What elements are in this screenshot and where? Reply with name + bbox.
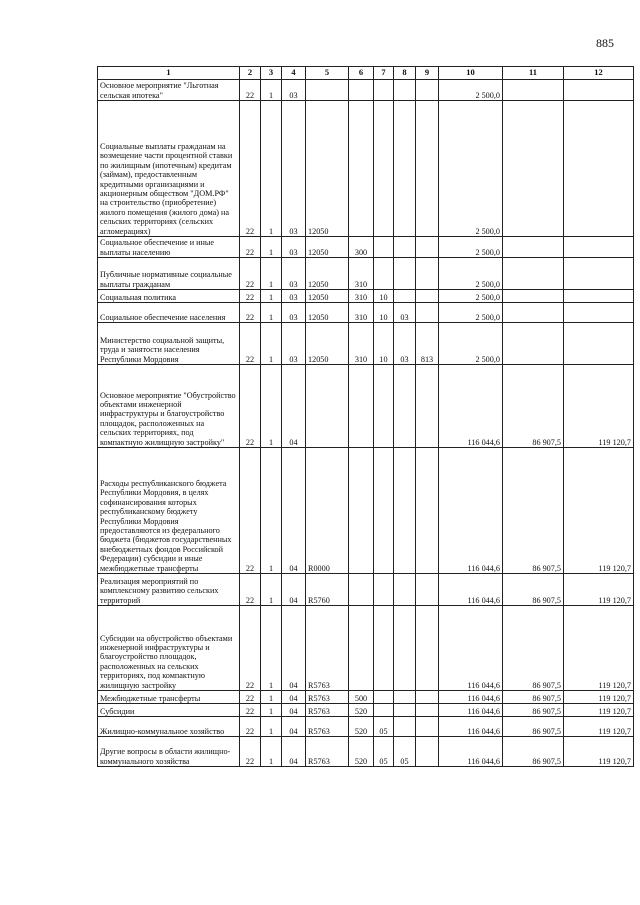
col9-cell <box>416 290 439 303</box>
col11-amount-cell: 86 907,5 <box>503 737 564 767</box>
col12-amount-cell: 119 120,7 <box>564 574 634 606</box>
col11-amount-cell <box>503 290 564 303</box>
row-name-cell: Субсидии <box>98 704 240 717</box>
col5-cell: R5763 <box>306 606 349 691</box>
col8-cell <box>394 237 416 258</box>
col3-cell: 1 <box>261 101 282 237</box>
col9-cell <box>416 574 439 606</box>
col4-cell: 04 <box>282 606 306 691</box>
col11-amount-cell: 86 907,5 <box>503 606 564 691</box>
col7-cell <box>374 574 394 606</box>
col7-cell: 05 <box>374 717 394 737</box>
col6-cell <box>349 80 374 101</box>
col8-cell <box>394 101 416 237</box>
col10-amount-cell: 116 044,6 <box>439 606 503 691</box>
col4-cell: 03 <box>282 290 306 303</box>
col8-cell <box>394 691 416 704</box>
col12-amount-cell <box>564 258 634 290</box>
col3-cell: 1 <box>261 606 282 691</box>
col4-cell: 03 <box>282 237 306 258</box>
col4-cell: 04 <box>282 691 306 704</box>
col7-cell <box>374 704 394 717</box>
column-header: 7 <box>374 67 394 80</box>
col2-cell: 22 <box>240 258 261 290</box>
table-row <box>98 691 634 704</box>
col6-cell: 520 <box>349 704 374 717</box>
col7-cell <box>374 258 394 290</box>
col4-cell: 04 <box>282 737 306 767</box>
col9-cell <box>416 448 439 574</box>
row-name-cell: Социальные выплаты гражданам на возмещение части процентной ставки по жилищным (ипотечным) кредитам (займам), предоставленным кредитными организациями и акционерным обществом "ДОМ.РФ" на строительство (приобретение) жилого помещения (жилого дома) на сельских территориях (сельских агломерациях) <box>98 101 240 237</box>
col5-cell <box>306 80 349 101</box>
col6-cell: 310 <box>349 290 374 303</box>
table-row <box>98 574 634 606</box>
row-name-cell: Министерство социальной защиты, труда и занятости населения Республики Мордовия <box>98 323 240 365</box>
col12-amount-cell <box>564 323 634 365</box>
column-header: 5 <box>306 67 349 80</box>
col4-cell: 03 <box>282 80 306 101</box>
col7-cell: 10 <box>374 303 394 323</box>
col12-amount-cell: 119 120,7 <box>564 365 634 448</box>
col9-cell <box>416 717 439 737</box>
col10-amount-cell: 116 044,6 <box>439 737 503 767</box>
col5-cell: R5763 <box>306 717 349 737</box>
col10-amount-cell: 116 044,6 <box>439 574 503 606</box>
col4-cell: 04 <box>282 717 306 737</box>
col11-amount-cell: 86 907,5 <box>503 717 564 737</box>
col3-cell: 1 <box>261 704 282 717</box>
col12-amount-cell: 119 120,7 <box>564 704 634 717</box>
row-name-cell: Межбюджетные трансферты <box>98 691 240 704</box>
col11-amount-cell: 86 907,5 <box>503 574 564 606</box>
col4-cell: 03 <box>282 323 306 365</box>
table-row <box>98 303 634 323</box>
col3-cell: 1 <box>261 448 282 574</box>
col4-cell: 03 <box>282 258 306 290</box>
row-name-cell: Другие вопросы в области жилищно-коммунального хозяйства <box>98 737 240 767</box>
col5-cell: 12050 <box>306 323 349 365</box>
col11-amount-cell <box>503 258 564 290</box>
col2-cell: 22 <box>240 237 261 258</box>
col7-cell <box>374 365 394 448</box>
col9-cell <box>416 704 439 717</box>
col3-cell: 1 <box>261 290 282 303</box>
col9-cell <box>416 691 439 704</box>
column-header: 3 <box>261 67 282 80</box>
col12-amount-cell: 119 120,7 <box>564 717 634 737</box>
col4-cell: 04 <box>282 704 306 717</box>
col8-cell <box>394 448 416 574</box>
col6-cell: 520 <box>349 717 374 737</box>
col6-cell: 310 <box>349 323 374 365</box>
col10-amount-cell: 116 044,6 <box>439 717 503 737</box>
column-header: 12 <box>564 67 634 80</box>
col5-cell: R5763 <box>306 704 349 717</box>
col7-cell <box>374 606 394 691</box>
budget-table <box>97 66 634 767</box>
col12-amount-cell <box>564 303 634 323</box>
table-row <box>98 80 634 101</box>
row-name-cell: Реализация мероприятий по комплексному развитию сельских территорий <box>98 574 240 606</box>
table-row <box>98 237 634 258</box>
col9-cell <box>416 101 439 237</box>
col3-cell: 1 <box>261 303 282 323</box>
col11-amount-cell <box>503 237 564 258</box>
col2-cell: 22 <box>240 574 261 606</box>
row-name-cell: Жилищно-коммунальное хозяйство <box>98 717 240 737</box>
table-row <box>98 704 634 717</box>
col11-amount-cell <box>503 323 564 365</box>
table-row <box>98 606 634 691</box>
col7-cell: 05 <box>374 737 394 767</box>
col9-cell <box>416 303 439 323</box>
col12-amount-cell <box>564 80 634 101</box>
col12-amount-cell: 119 120,7 <box>564 691 634 704</box>
col4-cell: 03 <box>282 101 306 237</box>
col5-cell: 12050 <box>306 258 349 290</box>
col9-cell <box>416 365 439 448</box>
col6-cell <box>349 101 374 237</box>
col6-cell <box>349 606 374 691</box>
col2-cell: 22 <box>240 691 261 704</box>
col5-cell: 12050 <box>306 101 349 237</box>
col6-cell: 310 <box>349 258 374 290</box>
col5-cell: R5763 <box>306 737 349 767</box>
col6-cell <box>349 574 374 606</box>
col7-cell: 10 <box>374 290 394 303</box>
col10-amount-cell: 116 044,6 <box>439 704 503 717</box>
col2-cell: 22 <box>240 323 261 365</box>
row-name-cell: Расходы республиканского бюджета Республики Мордовия, в целях софинансирования которых республиканскому бюджету Республики Мордовия предоставляются из федерального бюджета (бюджетов государственных внебюджетных фондов Российской Федерации) субсидии и иные межбюджетные трансферты <box>98 448 240 574</box>
col8-cell <box>394 574 416 606</box>
col8-cell <box>394 365 416 448</box>
col6-cell: 500 <box>349 691 374 704</box>
col5-cell: R0000 <box>306 448 349 574</box>
col4-cell: 04 <box>282 365 306 448</box>
col7-cell <box>374 691 394 704</box>
row-name-cell: Социальная политика <box>98 290 240 303</box>
col5-cell: 12050 <box>306 303 349 323</box>
col12-amount-cell <box>564 237 634 258</box>
col11-amount-cell <box>503 80 564 101</box>
col8-cell: 03 <box>394 303 416 323</box>
col7-cell <box>374 448 394 574</box>
col10-amount-cell: 116 044,6 <box>439 448 503 574</box>
col12-amount-cell: 119 120,7 <box>564 448 634 574</box>
col12-amount-cell <box>564 101 634 237</box>
col2-cell: 22 <box>240 704 261 717</box>
col3-cell: 1 <box>261 323 282 365</box>
table-row <box>98 101 634 237</box>
col6-cell <box>349 365 374 448</box>
row-name-cell: Основное мероприятие "Льготная сельская ипотека" <box>98 80 240 101</box>
table-header-row <box>98 67 634 80</box>
col8-cell <box>394 258 416 290</box>
page-number: 885 <box>596 36 614 50</box>
col11-amount-cell: 86 907,5 <box>503 365 564 448</box>
col11-amount-cell: 86 907,5 <box>503 448 564 574</box>
col9-cell <box>416 258 439 290</box>
col9-cell <box>416 737 439 767</box>
column-header: 10 <box>439 67 503 80</box>
col5-cell: R5760 <box>306 574 349 606</box>
col8-cell <box>394 606 416 691</box>
column-header: 6 <box>349 67 374 80</box>
column-header: 8 <box>394 67 416 80</box>
col10-amount-cell: 2 500,0 <box>439 80 503 101</box>
col8-cell: 05 <box>394 737 416 767</box>
col11-amount-cell: 86 907,5 <box>503 691 564 704</box>
column-header: 2 <box>240 67 261 80</box>
col11-amount-cell: 86 907,5 <box>503 704 564 717</box>
row-name-cell: Субсидии на обустройство объектами инженерной инфраструктуры и благоустройство площадок, расположенных на сельских территориях, под компактную жилищную застройку <box>98 606 240 691</box>
col11-amount-cell <box>503 101 564 237</box>
col9-cell <box>416 237 439 258</box>
col10-amount-cell: 116 044,6 <box>439 691 503 704</box>
col9-cell <box>416 606 439 691</box>
col2-cell: 22 <box>240 365 261 448</box>
table-row <box>98 737 634 767</box>
column-header: 11 <box>503 67 564 80</box>
col11-amount-cell <box>503 303 564 323</box>
col4-cell: 04 <box>282 448 306 574</box>
col7-cell <box>374 80 394 101</box>
col8-cell <box>394 704 416 717</box>
col3-cell: 1 <box>261 574 282 606</box>
table-row <box>98 717 634 737</box>
col2-cell: 22 <box>240 290 261 303</box>
col7-cell <box>374 101 394 237</box>
col4-cell: 04 <box>282 574 306 606</box>
col2-cell: 22 <box>240 448 261 574</box>
column-header: 4 <box>282 67 306 80</box>
col3-cell: 1 <box>261 717 282 737</box>
col3-cell: 1 <box>261 737 282 767</box>
col2-cell: 22 <box>240 101 261 237</box>
col3-cell: 1 <box>261 365 282 448</box>
col8-cell <box>394 290 416 303</box>
col9-cell: 813 <box>416 323 439 365</box>
col10-amount-cell: 2 500,0 <box>439 258 503 290</box>
col2-cell: 22 <box>240 717 261 737</box>
col10-amount-cell: 2 500,0 <box>439 323 503 365</box>
col5-cell: R5763 <box>306 691 349 704</box>
col12-amount-cell: 119 120,7 <box>564 737 634 767</box>
row-name-cell: Социальное обеспечение и иные выплаты населению <box>98 237 240 258</box>
column-header: 9 <box>416 67 439 80</box>
col7-cell: 10 <box>374 323 394 365</box>
col12-amount-cell <box>564 290 634 303</box>
col6-cell: 300 <box>349 237 374 258</box>
col8-cell: 03 <box>394 323 416 365</box>
col2-cell: 22 <box>240 606 261 691</box>
col2-cell: 22 <box>240 737 261 767</box>
col3-cell: 1 <box>261 258 282 290</box>
col12-amount-cell: 119 120,7 <box>564 606 634 691</box>
col3-cell: 1 <box>261 80 282 101</box>
col8-cell <box>394 717 416 737</box>
table-row <box>98 323 634 365</box>
col5-cell <box>306 365 349 448</box>
col6-cell <box>349 448 374 574</box>
col9-cell <box>416 80 439 101</box>
col10-amount-cell: 2 500,0 <box>439 290 503 303</box>
row-name-cell: Публичные нормативные социальные выплаты гражданам <box>98 258 240 290</box>
row-name-cell: Основное мероприятие "Обустройство объектами инженерной инфраструктуры и благоустройство площадок, расположенных на сельских территориях, под компактную жилищную застройку" <box>98 365 240 448</box>
col6-cell: 520 <box>349 737 374 767</box>
col6-cell: 310 <box>349 303 374 323</box>
col3-cell: 1 <box>261 237 282 258</box>
table-row <box>98 448 634 574</box>
col8-cell <box>394 80 416 101</box>
col3-cell: 1 <box>261 691 282 704</box>
col2-cell: 22 <box>240 80 261 101</box>
col4-cell: 03 <box>282 303 306 323</box>
table-row <box>98 290 634 303</box>
col2-cell: 22 <box>240 303 261 323</box>
col10-amount-cell: 116 044,6 <box>439 365 503 448</box>
col5-cell: 12050 <box>306 290 349 303</box>
col5-cell: 12050 <box>306 237 349 258</box>
table-row <box>98 258 634 290</box>
col10-amount-cell: 2 500,0 <box>439 237 503 258</box>
column-header: 1 <box>98 67 240 80</box>
col7-cell <box>374 237 394 258</box>
col10-amount-cell: 2 500,0 <box>439 101 503 237</box>
col10-amount-cell: 2 500,0 <box>439 303 503 323</box>
table-row <box>98 365 634 448</box>
row-name-cell: Социальное обеспечение населения <box>98 303 240 323</box>
